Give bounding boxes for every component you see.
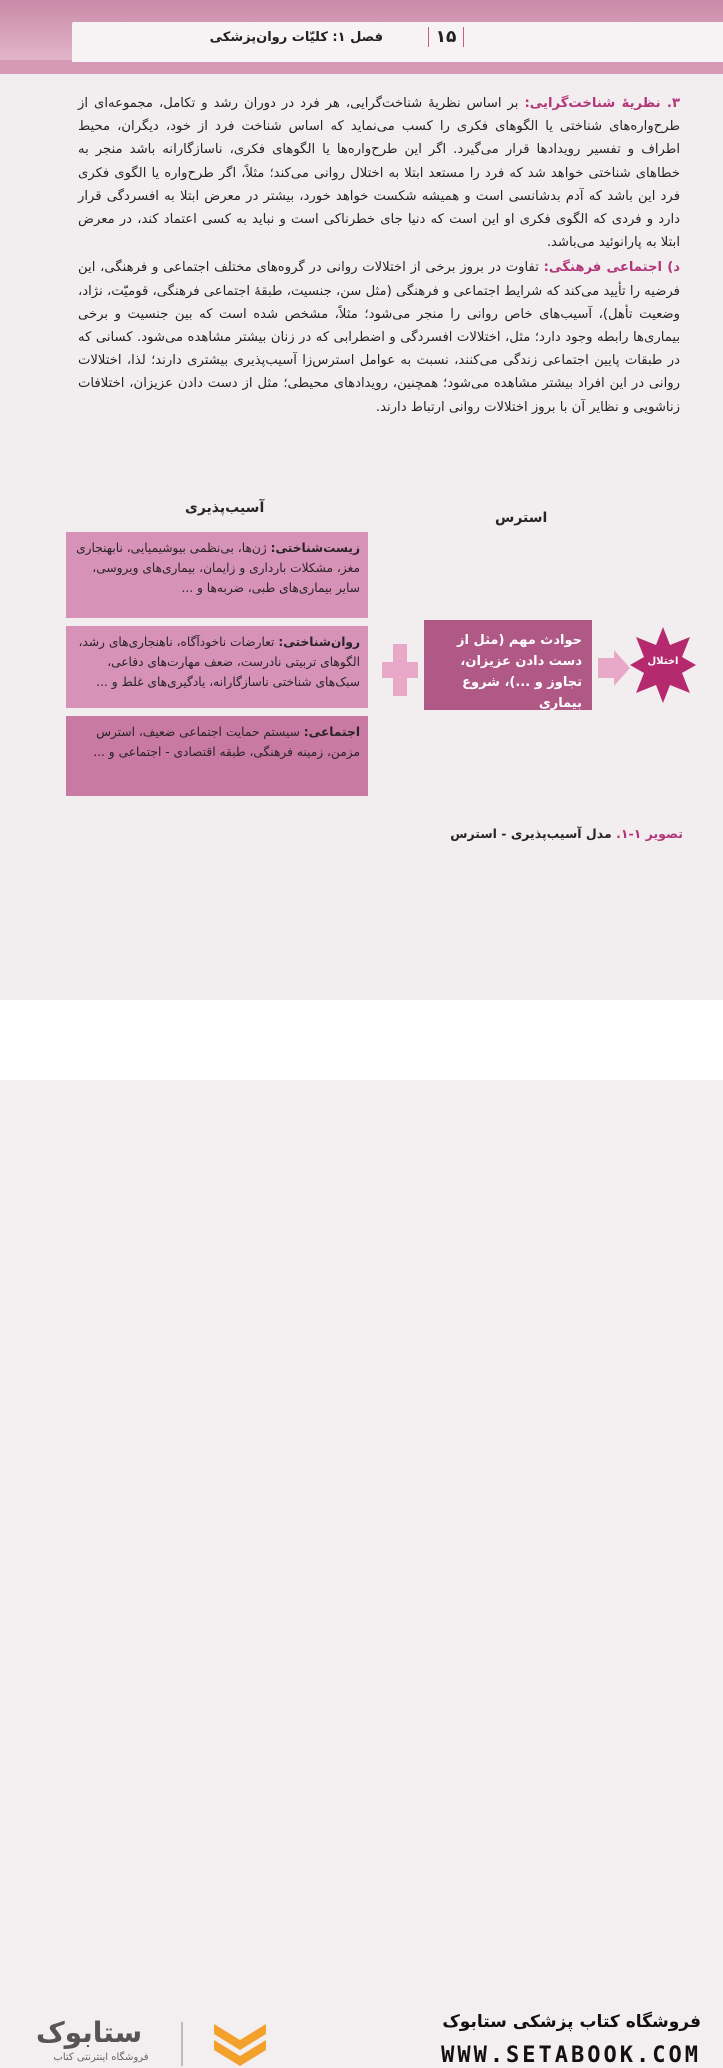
paragraph-cognitive-text: بر اساس نظریهٔ شناخت‌گرایی، هر فرد در دوران رشد و تکامل، مجموعه‌ای از طرح‌واره‌های شناختی یا الگوهای فکری را کسب می‌نماید که اساس شناخت فرد از خود، دیگران، محیط اطراف و تفسیر رویدادها قرار می‌گیرد. اگر این طرح‌واره‌ها یا الگوهای فکری، ناسازگارانه باشد منجر به خطاهای شناختی خواهد شد که فرد را مستعد ابتلا به اختلال روانی می‌کند؛ مثلاً، اگر طرح‌واره یا الگوی فکری فرد این باشد که آدم بدشانسی است و همیشه شکست خواهد خورد، بیشتر در معرض ابتلا به افسردگی قرار دارد و فردی که الگوی فکری او این است که دنیا جای خطرناکی است و نباید به کسی اعتماد کند، در معرض ابتلا به پارانوئید می‌باشد. <box>78 96 680 251</box>
book-page <box>0 0 723 1000</box>
paragraph-sociocultural-text: تفاوت در بروز برخی از اختلالات روانی در گروه‌های مختلف اجتماعی و فرهنگی، این فرضیه را تأیید می‌کند که شرایط اجتماعی و فرهنگی (مثل سن، جنسیت، طبقهٔ اجتماعی فرهنگی، قومیّت، نژاد، وضعیت تأهل)، آسیب‌های خاص روانی را منجر می‌شود؛ مثلاً، مشخص شده است که بین جنسیت و برخی بیماری‌ها رابطه وجود دارد؛ مثل، اختلالات افسردگی و اضطرابی که در زنان بیشتر مشاهده می‌شود. کسانی که در طبقات پایین اجتماعی زندگی می‌کنند، نسبت به عوامل استرس‌زا آسیب‌پذیری بیشتری دارند؛ لذا، اختلالات روانی در این افراد بیشتر مشاهده می‌شود؛ همچنین، رویدادهای محیطی؛ مثل از دست دادن عزیزان، اختلافات زناشویی و نظایر آن با بروز اختلالات روانی ارتباط دارند. <box>78 260 680 415</box>
social-title: اجتماعی: <box>303 725 360 739</box>
chapter-title: فصل ۱: کلیّات روان‌پزشکی <box>209 30 383 45</box>
header-box <box>72 22 723 62</box>
biological-text: ژن‌ها، بی‌نظمی بیوشیمیایی، نابهنجاری مغز، مشکلات بارداری و زایمان، بیماری‌های ویروسی، سایر بیماری‌های طبی، ضربه‌ها و ... <box>76 541 360 595</box>
paragraph-sociocultural-label: د) اجتماعی فرهنگی: <box>543 260 680 276</box>
store-name: فروشگاه کتاب پزشکی ستابوک <box>442 2012 701 2032</box>
psychological-title: روان‌شناختی: <box>278 635 360 649</box>
biological-title: زیست‌شناختی: <box>270 541 360 555</box>
psychological-box <box>66 626 368 708</box>
figure-caption <box>450 826 683 841</box>
stress-heading: استرس <box>495 510 548 526</box>
chevron-logo-icon <box>210 2018 270 2068</box>
vulnerability-heading: آسیب‌پذیری <box>185 500 265 516</box>
social-box <box>66 716 368 796</box>
stress-events-box: حوادث مهم (مثل از دست دادن عزیزان، تجاوز و ...)، شروع بیماری <box>424 620 592 710</box>
arrow-right-icon <box>596 648 632 688</box>
disorder-label: اختلال <box>647 656 679 667</box>
social-text: سیستم حمایت اجتماعی ضعیف، استرس مزمن، زمینه فرهنگی، طبقه اقتصادی - اجتماعی و ... <box>93 725 360 759</box>
store-logo-text: ستابوک <box>36 2016 143 2049</box>
figure-number: تصویر ۱-۱. <box>616 826 683 841</box>
biological-box <box>66 532 368 618</box>
footer-banner <box>0 1000 723 2068</box>
paragraph-cognitive <box>78 92 680 254</box>
figure-caption-text: مدل آسیب‌پذیری - استرس <box>450 826 617 841</box>
body-text <box>78 92 680 421</box>
store-logo-subtitle: فروشگاه اینترنتی کتاب <box>53 2052 149 2063</box>
page-number: ۱۵ <box>428 27 464 47</box>
logo-divider <box>180 2022 184 2066</box>
paragraph-cognitive-label: ۳. نظریهٔ شناخت‌گرایی: <box>524 96 680 111</box>
plus-connector-icon <box>380 640 420 700</box>
header-strip <box>0 60 723 74</box>
paragraph-sociocultural <box>78 256 680 418</box>
store-url[interactable]: WWW.SETABOOK.COM <box>441 2043 701 2068</box>
psychological-text: تعارضات ناخودآگاه، ناهنجاری‌های رشد، الگوهای تربیتی نادرست، ضعف مهارت‌های دفاعی، سبک‌های شناختی ناسازگارانه، یادگیری‌های غلط و ... <box>78 635 360 689</box>
